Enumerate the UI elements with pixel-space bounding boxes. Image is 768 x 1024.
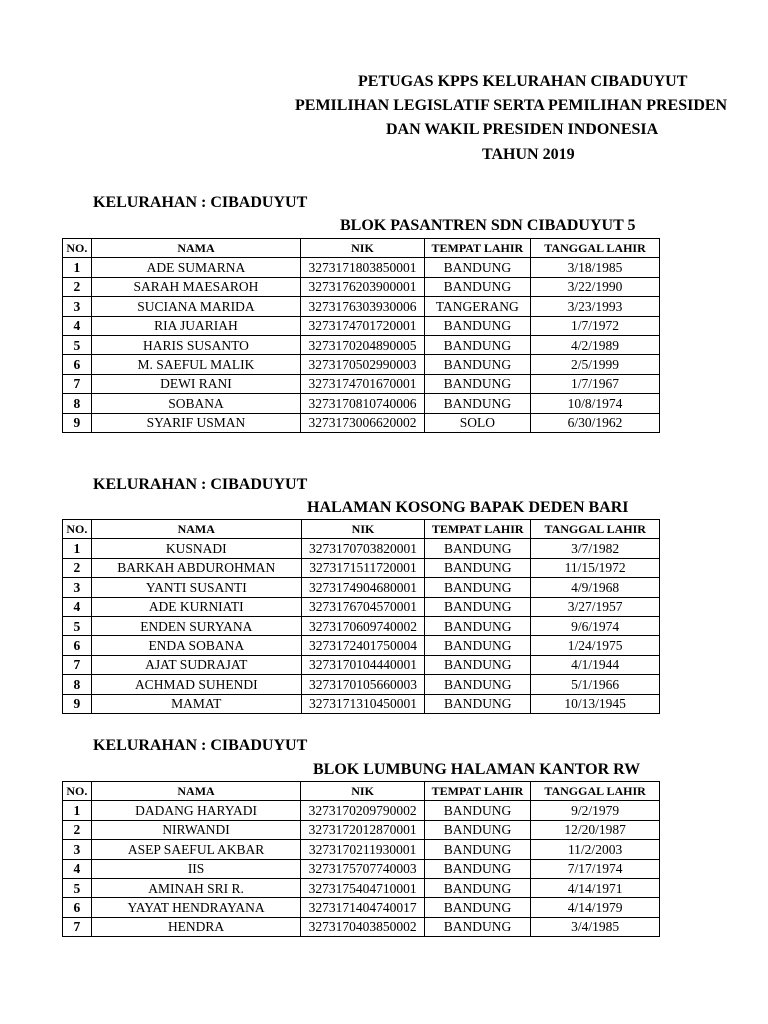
cell-tempat-lahir: BANDUNG (425, 694, 531, 713)
table-header-row (63, 782, 660, 801)
cell-tempat-lahir: BANDUNG (425, 539, 531, 558)
cell-no: 8 (63, 675, 92, 694)
cell-tempat-lahir: BANDUNG (424, 917, 530, 936)
cell-nik: 3273170703820001 (301, 539, 424, 558)
table-row (63, 277, 660, 296)
section-2-table (62, 519, 660, 714)
cell-tempat-lahir: BANDUNG (424, 878, 530, 897)
section-2-kelurahan: KELURAHAN : CIBADUYUT (93, 476, 308, 493)
cell-no: 3 (63, 578, 92, 597)
cell-nama: ADE SUMARNA (91, 258, 301, 277)
table-row (63, 297, 660, 316)
cell-tanggal-lahir: 1/7/1972 (531, 316, 660, 335)
cell-tanggal-lahir: 10/8/1974 (531, 394, 660, 413)
cell-nama: DADANG HARYADI (91, 801, 301, 820)
cell-nik: 3273170810740006 (301, 394, 424, 413)
cell-nama: M. SAEFUL MALIK (91, 355, 301, 374)
cell-nama: SYARIF USMAN (91, 413, 301, 432)
table-row (63, 694, 660, 713)
cell-nik: 3273171803850001 (301, 258, 424, 277)
cell-nama: SOBANA (91, 394, 301, 413)
table-row (63, 335, 660, 354)
cell-nik: 3273170204890005 (301, 335, 424, 354)
cell-nik: 3273170104440001 (301, 655, 424, 674)
cell-tempat-lahir: BANDUNG (425, 636, 531, 655)
cell-nik: 3273172012870001 (301, 820, 424, 839)
col-header-nik: NIK (301, 782, 424, 801)
cell-tempat-lahir: BANDUNG (425, 616, 531, 635)
cell-no: 8 (63, 394, 92, 413)
cell-tanggal-lahir: 1/7/1967 (531, 374, 660, 393)
cell-nik: 3273176203900001 (301, 277, 424, 296)
cell-no: 9 (63, 694, 92, 713)
cell-tempat-lahir: BANDUNG (424, 801, 530, 820)
cell-nama: SUCIANA MARIDA (91, 297, 301, 316)
col-header-tanggal-lahir: TANGGAL LAHIR (531, 520, 660, 539)
col-header-nama: NAMA (91, 239, 301, 258)
cell-tanggal-lahir: 4/2/1989 (531, 335, 660, 354)
cell-nama: MAMAT (91, 694, 301, 713)
section-1-table (62, 238, 660, 433)
cell-tempat-lahir: BANDUNG (424, 355, 530, 374)
cell-nik: 3273170609740002 (301, 616, 424, 635)
cell-no: 1 (63, 801, 92, 820)
cell-nik: 3273170209790002 (301, 801, 424, 820)
cell-nama: AMINAH SRI R. (91, 878, 301, 897)
table-row (63, 578, 660, 597)
cell-tanggal-lahir: 7/17/1974 (531, 859, 660, 878)
cell-tempat-lahir: BANDUNG (424, 316, 530, 335)
cell-tanggal-lahir: 3/18/1985 (531, 258, 660, 277)
table-row (63, 597, 660, 616)
cell-nama: HENDRA (91, 917, 301, 936)
table-row (63, 917, 660, 936)
cell-no: 5 (63, 616, 92, 635)
cell-tempat-lahir: BANDUNG (424, 820, 530, 839)
cell-tempat-lahir: BANDUNG (424, 840, 530, 859)
cell-nama: ENDEN SURYANA (91, 616, 301, 635)
col-header-tempat-lahir: TEMPAT LAHIR (425, 520, 531, 539)
cell-tempat-lahir: BANDUNG (424, 335, 530, 354)
cell-nama: IIS (91, 859, 301, 878)
cell-nik: 3273170105660003 (301, 675, 424, 694)
col-header-nama: NAMA (91, 782, 301, 801)
cell-tanggal-lahir: 9/6/1974 (531, 616, 660, 635)
cell-nik: 3273175404710001 (301, 878, 424, 897)
section-3-blok: BLOK LUMBUNG HALAMAN KANTOR RW (313, 761, 641, 778)
cell-tanggal-lahir: 2/5/1999 (531, 355, 660, 374)
cell-tanggal-lahir: 12/20/1987 (531, 820, 660, 839)
col-header-nik: NIK (301, 520, 424, 539)
title-line-1: PETUGAS KPPS KELURAHAN CIBADUYUT (358, 73, 688, 90)
table-row (63, 616, 660, 635)
table-row (63, 374, 660, 393)
cell-no: 1 (63, 539, 92, 558)
cell-nik: 3273174904680001 (301, 578, 424, 597)
section-1-kelurahan: KELURAHAN : CIBADUYUT (93, 194, 308, 211)
cell-no: 4 (63, 859, 92, 878)
cell-nik: 3273170403850002 (301, 917, 424, 936)
cell-nik: 3273172401750004 (301, 636, 424, 655)
cell-tanggal-lahir: 4/1/1944 (531, 655, 660, 674)
cell-no: 1 (63, 258, 92, 277)
table-row (63, 394, 660, 413)
cell-nik: 3273174701670001 (301, 374, 424, 393)
cell-tanggal-lahir: 4/14/1979 (531, 898, 660, 917)
cell-tanggal-lahir: 11/2/2003 (531, 840, 660, 859)
cell-nik: 3273171404740017 (301, 898, 424, 917)
title-line-2: PEMILIHAN LEGISLATIF SERTA PEMILIHAN PRESIDEN (295, 97, 728, 114)
cell-tanggal-lahir: 3/23/1993 (531, 297, 660, 316)
section-3-kelurahan: KELURAHAN : CIBADUYUT (93, 737, 308, 754)
cell-tempat-lahir: BANDUNG (425, 597, 531, 616)
cell-nama: ADE KURNIATI (91, 597, 301, 616)
col-header-tempat-lahir: TEMPAT LAHIR (424, 782, 530, 801)
cell-no: 3 (63, 840, 92, 859)
col-header-no: NO. (63, 782, 92, 801)
cell-no: 2 (63, 820, 92, 839)
cell-no: 6 (63, 355, 92, 374)
title-line-3: DAN WAKIL PRESIDEN INDONESIA (386, 121, 659, 138)
cell-no: 7 (63, 374, 92, 393)
cell-tanggal-lahir: 3/4/1985 (531, 917, 660, 936)
table-row (63, 675, 660, 694)
table-row (63, 636, 660, 655)
cell-nama: SARAH MAESAROH (91, 277, 301, 296)
table-row (63, 898, 660, 917)
section-2-blok: HALAMAN KOSONG BAPAK DEDEN BARI (307, 499, 629, 516)
col-header-tanggal-lahir: TANGGAL LAHIR (531, 782, 660, 801)
table-row (63, 801, 660, 820)
cell-tempat-lahir: BANDUNG (425, 675, 531, 694)
cell-no: 9 (63, 413, 92, 432)
cell-tempat-lahir: BANDUNG (424, 258, 530, 277)
cell-no: 3 (63, 297, 92, 316)
cell-no: 4 (63, 316, 92, 335)
cell-no: 5 (63, 335, 92, 354)
cell-nama: DEWI RANI (91, 374, 301, 393)
cell-nama: YANTI SUSANTI (91, 578, 301, 597)
cell-tempat-lahir: BANDUNG (425, 655, 531, 674)
cell-tanggal-lahir: 4/9/1968 (531, 578, 660, 597)
cell-tanggal-lahir: 11/15/1972 (531, 558, 660, 577)
cell-nama: RIA JUARIAH (91, 316, 301, 335)
cell-no: 5 (63, 878, 92, 897)
table-row (63, 859, 660, 878)
section-1-blok: BLOK PASANTREN SDN CIBADUYUT 5 (340, 217, 636, 234)
cell-no: 4 (63, 597, 92, 616)
cell-tanggal-lahir: 3/22/1990 (531, 277, 660, 296)
cell-tempat-lahir: BANDUNG (424, 394, 530, 413)
cell-nama: BARKAH ABDUROHMAN (91, 558, 301, 577)
cell-tanggal-lahir: 3/27/1957 (531, 597, 660, 616)
cell-no: 7 (63, 917, 92, 936)
cell-nama: ACHMAD SUHENDI (91, 675, 301, 694)
table-row (63, 820, 660, 839)
cell-tempat-lahir: BANDUNG (424, 277, 530, 296)
section-3-table (62, 781, 660, 937)
cell-tempat-lahir: BANDUNG (424, 859, 530, 878)
table-row (63, 878, 660, 897)
cell-nama: ASEP SAEFUL AKBAR (91, 840, 301, 859)
cell-nama: ENDA SOBANA (91, 636, 301, 655)
col-header-tempat-lahir: TEMPAT LAHIR (424, 239, 530, 258)
cell-tanggal-lahir: 1/24/1975 (531, 636, 660, 655)
cell-tanggal-lahir: 3/7/1982 (531, 539, 660, 558)
cell-tanggal-lahir: 6/30/1962 (531, 413, 660, 432)
table-header-row (63, 239, 660, 258)
cell-tempat-lahir: BANDUNG (424, 374, 530, 393)
table-row (63, 840, 660, 859)
cell-nik: 3273171310450001 (301, 694, 424, 713)
col-header-tanggal-lahir: TANGGAL LAHIR (531, 239, 660, 258)
cell-tanggal-lahir: 10/13/1945 (531, 694, 660, 713)
table-row (63, 258, 660, 277)
cell-nik: 3273176704570001 (301, 597, 424, 616)
table-row (63, 655, 660, 674)
cell-tanggal-lahir: 4/14/1971 (531, 878, 660, 897)
cell-tanggal-lahir: 5/1/1966 (531, 675, 660, 694)
cell-nik: 3273176303930006 (301, 297, 424, 316)
table-row (63, 558, 660, 577)
cell-nik: 3273170502990003 (301, 355, 424, 374)
cell-tempat-lahir: TANGERANG (424, 297, 530, 316)
cell-nik: 3273170211930001 (301, 840, 424, 859)
table-header-row (63, 520, 660, 539)
cell-tempat-lahir: SOLO (424, 413, 530, 432)
cell-nik: 3273174701720001 (301, 316, 424, 335)
cell-nik: 3273173006620002 (301, 413, 424, 432)
cell-tempat-lahir: BANDUNG (425, 558, 531, 577)
cell-nama: KUSNADI (91, 539, 301, 558)
cell-nik: 3273171511720001 (301, 558, 424, 577)
title-line-4: TAHUN 2019 (482, 146, 575, 163)
cell-tempat-lahir: BANDUNG (424, 898, 530, 917)
cell-nama: NIRWANDI (91, 820, 301, 839)
table-row (63, 413, 660, 432)
cell-tanggal-lahir: 9/2/1979 (531, 801, 660, 820)
col-header-no: NO. (63, 520, 92, 539)
table-row (63, 355, 660, 374)
col-header-nik: NIK (301, 239, 424, 258)
cell-nama: AJAT SUDRAJAT (91, 655, 301, 674)
cell-no: 2 (63, 277, 92, 296)
cell-nama: HARIS SUSANTO (91, 335, 301, 354)
cell-tempat-lahir: BANDUNG (425, 578, 531, 597)
col-header-nama: NAMA (91, 520, 301, 539)
col-header-no: NO. (63, 239, 92, 258)
cell-no: 7 (63, 655, 92, 674)
cell-no: 2 (63, 558, 92, 577)
cell-no: 6 (63, 898, 92, 917)
cell-no: 6 (63, 636, 92, 655)
cell-nama: YAYAT HENDRAYANA (91, 898, 301, 917)
table-row (63, 316, 660, 335)
table-row (63, 539, 660, 558)
cell-nik: 3273175707740003 (301, 859, 424, 878)
